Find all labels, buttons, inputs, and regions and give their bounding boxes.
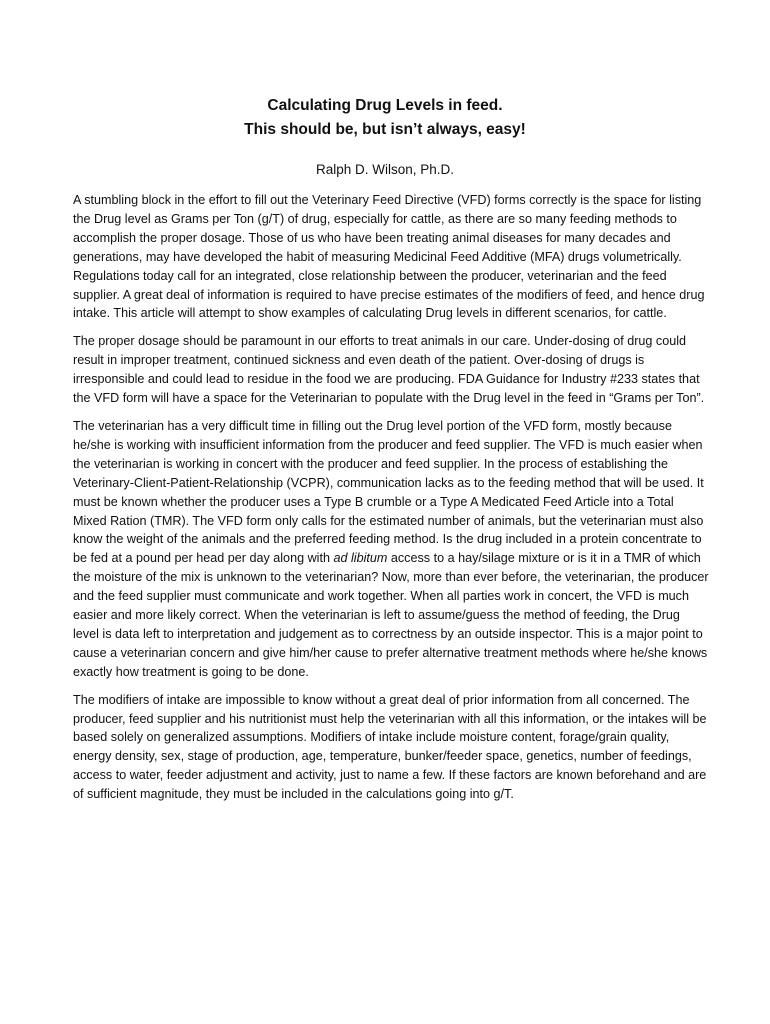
paragraph-veterinarian-text-a: The veterinarian has a very difficult time in filling out the Drug level portion of the VFD form, mostly because he/she is working with insufficient information from the producer and feed supplier. The VFD is much easier when the veterinarian is working in concert with the producer and feed supplier. In the process of establishing the Veterinary-Client-Patient-Relationship (VCPR), communication lacks as to the feeding method that will be used. It must be known whether the producer uses a Type B crumble or a Type A Medicated Feed Article into a Total Mixed Ration (TMR). The VFD form only calls for the estimated number of animals, but the veterinarian must also know the weight of the animals and the preferred feeding method. Is the drug included in a protein concentrate to be fed at a pound per head per day along with bbox=[73, 418, 704, 566]
paragraph-intro: A stumbling block in the effort to fill out the Veterinary Feed Directive (VFD) forms correctly is the space for listing the Drug level as Grams per Ton (g/T) of drug, especially for cattle, as there are so many feeding methods to accomplish the proper dosage. Those of us who have been treating animal diseases for many decades and generations, may have developed the habit of measuring Medicinal Feed Additive (MFA) drugs volumetrically. Regulations today call for an integrated, close relationship between the producer, veterinarian and the feed supplier. A great deal of information is required to have precise estimates of the modifiers of feed, and hence drug intake. This article will attempt to show examples of calculating Drug levels in different scenarios, for cattle. bbox=[73, 193, 705, 321]
paragraph-veterinarian-italic: ad libitum bbox=[333, 551, 388, 566]
document-body bbox=[73, 191, 709, 813]
title-line-2: This should be, but isn’t always, easy! bbox=[244, 121, 526, 138]
document-title bbox=[0, 94, 770, 142]
paragraph-modifiers: The modifiers of intake are impossible to know without a great deal of prior information from all concerned. The producer, feed supplier and his nutritionist must help the veterinarian with all this information, or the intakes will be based solely on generalized assumptions. Modifiers of intake include moisture content, forage/grain quality, energy density, sex, stage of production, age, temperature, bunker/feeder space, genetics, number of feedings, access to water, feeder adjustment and activity, just to name a few. If these factors are known beforehand and are of sufficient magnitude, they must be included in the calculations going into g/T. bbox=[73, 692, 707, 802]
title-line-1: Calculating Drug Levels in feed. bbox=[267, 97, 503, 114]
paragraph-veterinarian bbox=[73, 417, 709, 682]
paragraph-dosage: The proper dosage should be paramount in our efforts to treat animals in our care. Under-dosing of drug could result in improper treatment, continued sickness and even death of the patient. Over-dosing of drugs is irresponsible and could lead to residue in the food we are producing. FDA Guidance for Industry #233 states that the VFD form will have a space for the Veterinarian to populate with the Drug level in the feed in “Grams per Ton”. bbox=[73, 334, 705, 406]
author-name: Ralph D. Wilson, Ph.D. bbox=[315, 162, 455, 177]
paragraph-veterinarian-text-b: access to a hay/silage mixture or is it in a TMR of which the moisture of the mix is unknown to the veterinarian? Now, more than ever before, the veterinarian, the producer and the feed supplier must communicate and work together. When all parties work in concert, the VFD is much easier and more likely correct. When the veterinarian is left to assume/guess the method of feeding, the Drug level is data left to interpretation and judgement as to correctness by an outside inspector. This is a major point to cause a veterinarian concern and give him/her cause to prefer alternative treatment methods where he/she knows exactly how treatment is going to be done. bbox=[73, 551, 709, 679]
